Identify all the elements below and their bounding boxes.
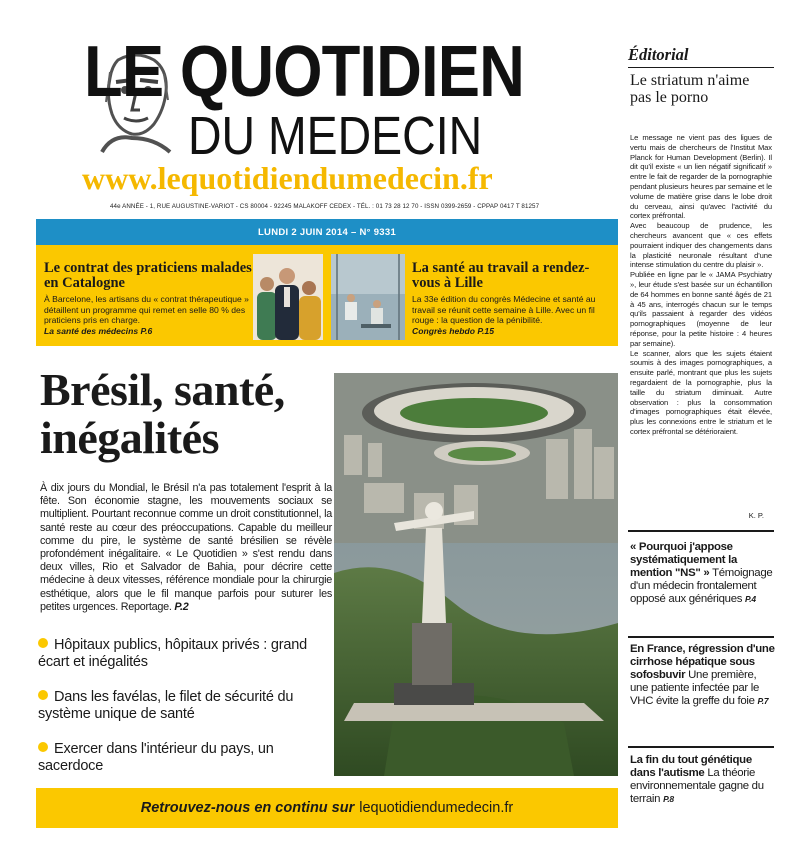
- masthead-url[interactable]: www.lequotidiendumedecin.fr: [82, 160, 493, 196]
- teaser-photo-doctors: [253, 254, 323, 340]
- teaser-catalogne[interactable]: [44, 261, 256, 336]
- editorial-paragraph: Le scanner, alors que les sujets étaient soumis à des images pornographiques, a ensuite parlé, montrant que plus les sujets regardaient de la pornographie, plus la taille du striatum diminuait. Autre observation : plus la consommation d'images pornographiques était élevée, plus les connexions entre le striatum et le cortex préfrontal se détérioraient.: [630, 348, 772, 436]
- side-item-headline: « Pourquoi j'appose systématiquement la mention "NS" »: [630, 541, 737, 579]
- editorial-paragraph: Le message ne vient pas des ligues de vertu mais de chercheurs de l'Institut Max Planck for Human Development (Berlin). Il dit qu'il existe « un lien négatif significatif » entre le fait de regarder de la pornographie pendant plusieurs heures par semaine et le volume de matière grise dans le lobe droit du cerveau, ainsi qu'avec l'activité du cortex préfrontal.: [630, 133, 772, 221]
- teaser-title: Le contrat des praticiens malades en Catalogne: [44, 260, 252, 291]
- editorial-body: [630, 133, 772, 437]
- footer-bar[interactable]: [36, 788, 618, 828]
- masthead-title-line1: LE QUOTIDIEN: [84, 32, 525, 112]
- bullet-text: Dans les favélas, le filet de sécurité du système unique de santé: [38, 689, 294, 722]
- bullet-text: Hôpitaux publics, hôpitaux privés : grand écart et inégalités: [38, 637, 307, 670]
- teaser-body-text: La 33e édition du congrès Médecine et santé au travail se réunit cette semaine à Lille. Avec un fil rouge : la question de la pénibilité.: [412, 294, 596, 325]
- side-item-autisme[interactable]: [630, 754, 776, 806]
- main-page-ref: P.2: [174, 600, 189, 613]
- main-headline: Brésil, santé, inégalités: [40, 364, 285, 463]
- side-item-headline: La fin du tout génétique dans l'autisme: [630, 754, 752, 779]
- side-item-body: Une première, une patiente infectée par le VHC évite la greffe du foie: [630, 669, 760, 707]
- bullet-dot-icon: [38, 638, 48, 648]
- editorial-signature: K. P.: [748, 511, 764, 520]
- editorial-paragraph: Publiée en ligne par le « JAMA Psychiatry », leur étude s'est basée sur un échantillon de 64 hommes en bonne santé âgés de 21 à 45 ans, interrogés chacun sur le temps qu'ils passaient à regarder des vidéos pornographiques (moyenne de leur réponse, pour la petite histoire : 4 heures par semaine).: [630, 270, 772, 348]
- masthead-imprint: 44e ANNÉE - 1, RUE AUGUSTINE-VARIOT - CS 80004 - 92245 MALAKOFF CEDEX - TÉL. : 01 73 28 12 70 - ISSN 0399-2659 - CPPAP 0417 T 81257: [110, 203, 540, 210]
- side-divider: [628, 746, 774, 748]
- side-divider: [628, 530, 774, 532]
- side-divider: [628, 636, 774, 638]
- side-item-body: La théorie environnementale gagne du terrain: [630, 767, 764, 805]
- main-photo-christ-redeemer: [334, 373, 618, 776]
- teaser-source: La santé des médecins P.6: [44, 325, 153, 336]
- bullet-text: Exercer dans l'intérieur du pays, un sacerdoce: [38, 741, 274, 774]
- side-item-ns[interactable]: [630, 541, 776, 606]
- side-item-cirrhose[interactable]: [630, 643, 776, 708]
- footer-url[interactable]: lequotidiendumedecin.fr: [359, 800, 514, 816]
- bullet-dot-icon: [38, 690, 48, 700]
- side-item-page: P.7: [757, 696, 769, 706]
- bullet-dot-icon: [38, 742, 48, 752]
- side-item-headline: En France, régression d'une cirrhose hépatique sous sofosbuvir: [630, 643, 775, 681]
- editorial-paragraph: Avec beaucoup de prudence, les chercheurs avancent que « ces effets pourraient indiquer des changements dans la plasticité neuronale résultant d'une intense stimulation du centre du plaisir ».: [630, 221, 772, 270]
- main-body: [40, 482, 332, 614]
- teaser-photo-workers: [331, 254, 405, 340]
- teaser-band: [36, 245, 618, 346]
- issue-date-bar: LUNDI 2 JUIN 2014 – N° 9331: [36, 219, 618, 245]
- side-item-body: Témoignage d'un médecin frontalement opposé aux génériques: [630, 567, 773, 605]
- teaser-body: [44, 294, 256, 336]
- teaser-lille[interactable]: [412, 261, 612, 336]
- editorial-label: Éditorial: [628, 45, 689, 64]
- teaser-title: La santé au travail a rendez-vous à Lille: [412, 260, 590, 291]
- main-body-text: À dix jours du Mondial, le Brésil n'a pas totalement l'esprit à la fête. Son économie stagne, les mouvements sociaux se multiplient. Pourtant reconnue comme un droit constitutionnel, la santé reste au cœur des préoccupations. Capable du meilleur comme du pire, le système de santé brésilien se révèle profondément inégalitaire. « Le Quotidien » s'est rendu dans deux villes, Rio et Salvador de Bahia, pour décrire cette médecine à deux vitesses, référence mondiale pour la chirurgie esthétique, alors que le fil manque parfois pour suturer les petites urgences. Reportage.: [40, 482, 332, 613]
- bullet-item-favelas[interactable]: [38, 689, 334, 723]
- editorial-divider: [628, 67, 774, 68]
- teaser-body-text: À Barcelone, les artisans du « contrat thérapeutique » détaillent un programme qui remet en selle 80 % des praticiens pris en charge.: [44, 294, 249, 325]
- side-item-page: P.4: [745, 594, 756, 604]
- bullet-item-hopitaux[interactable]: [38, 637, 334, 671]
- side-item-page: P.8: [663, 794, 674, 804]
- editorial-title: Le striatum n'aime pas le porno: [630, 72, 750, 106]
- footer-lead: Retrouvez-nous en continu sur: [140, 800, 355, 816]
- bullet-item-interieur[interactable]: [38, 741, 334, 775]
- teaser-body: [412, 294, 612, 336]
- teaser-source: Congrès hebdo P.15: [412, 325, 494, 336]
- masthead: [36, 0, 618, 218]
- masthead-title-line2: DU MEDECIN: [188, 106, 483, 166]
